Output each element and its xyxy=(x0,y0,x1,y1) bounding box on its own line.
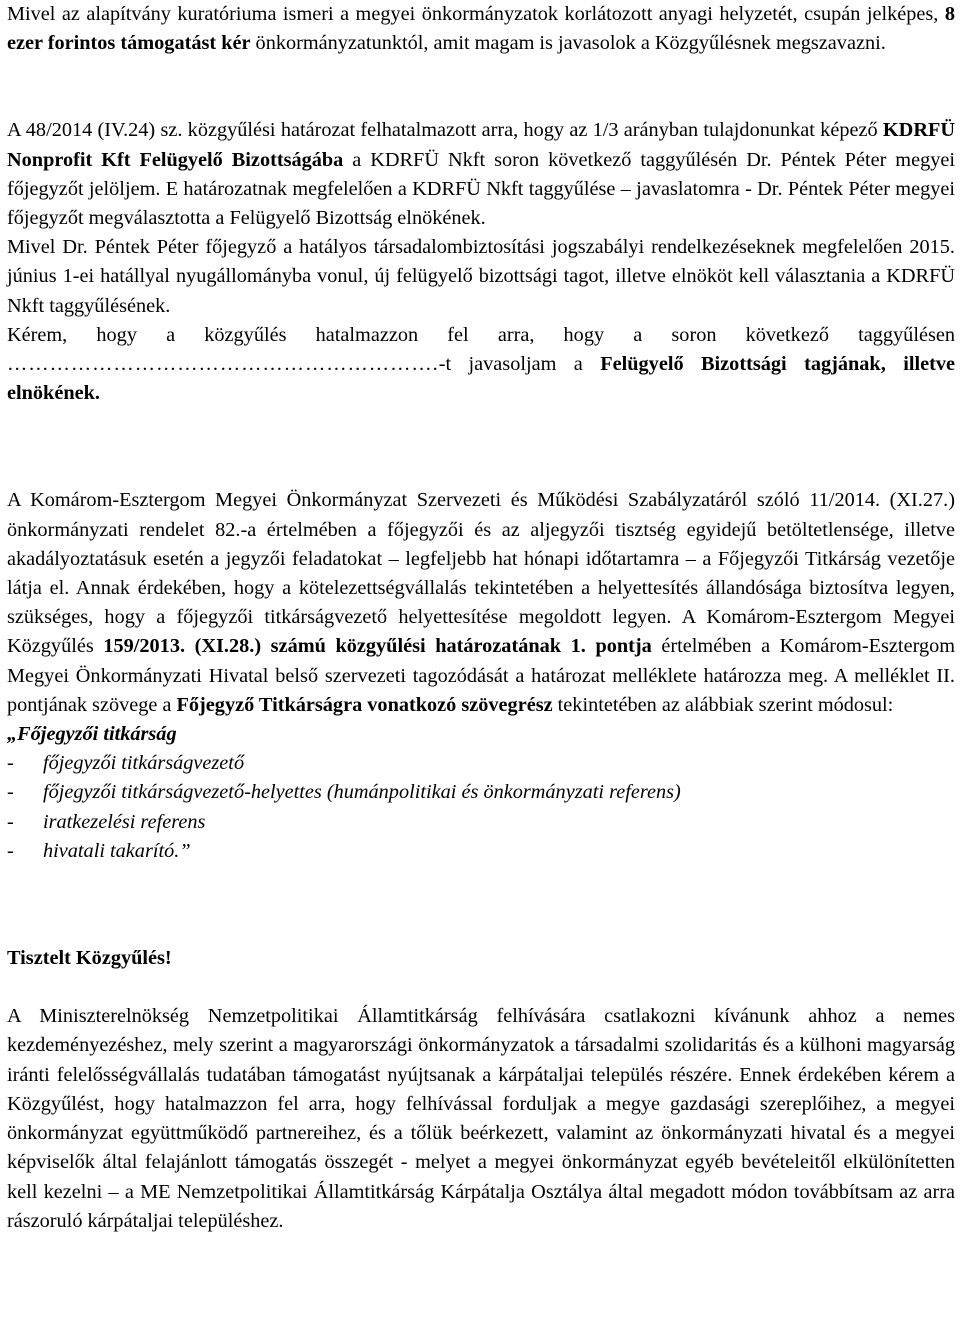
text: Mivel az alapítvány kuratóriuma ismeri a megyei önkormányzatok korlátozott anyagi helyzetét, csupán jelképes, xyxy=(7,3,945,25)
text: A 48/2014 (IV.24) sz. közgyűlési határozat felhatalmazott arra, hogy az 1/3 arányban tulajdonunkat képező xyxy=(7,119,883,142)
spacer xyxy=(7,58,955,116)
list-item xyxy=(7,837,955,866)
text: -a értelmében a főjegyzői és az aljegyzői tisztség egyidejű betöltetlensége, illetve akadályoztatásuk esetén a jegyzői feladatokat – legfeljebb hat hónapi időtartamra – a Főjegyzői Titkárság vezetője látja el. Annak érdekében, hogy a kötelezettségvállalás tekintetében a helyettesítés állandósága biztosítva legyen, szükséges, hogy a főjegyzői titkárságvezető helyettesítése megoldott legyen. A Komárom-Esztergom Megyei Közgyűlés xyxy=(7,518,955,658)
list-dash: - xyxy=(7,810,14,833)
paragraph-resolution xyxy=(7,116,955,233)
bold-italic-text: „Főjegyzői titkárság xyxy=(7,723,177,746)
spacer xyxy=(7,973,955,1002)
list-item-text: főjegyzői titkárságvezető-helyettes (humánpolitikai és önkormányzati referens) xyxy=(43,781,681,804)
list-item xyxy=(7,778,955,807)
bold-text: 159/2013. (XI.28.) számú közgyűlési határozatának 1. pontja xyxy=(103,635,652,658)
text: Kérem, hogy a közgyűlés hatalmazzon fel arra, hogy a soron következő taggyűlésen xyxy=(7,323,955,346)
salutation xyxy=(7,944,955,973)
list-item-text: főjegyzői titkárságvezető xyxy=(43,752,245,775)
list-dash: - xyxy=(7,781,14,804)
paragraph-regulation xyxy=(7,486,955,720)
paragraph-solidarity: A Miniszterelnökség Nemzetpolitikai Államtitkárság felhívására csatlakozni kívánunk ahhoz a nemes kezdeményezéshez, mely szerint a magyarországi önkormányzatok a társadalmi szolidaritás és a külhoni magyarság iránti felelősségvállalás tudatában támogatást nyújtsanak a kárpátaljai település részére. Ennek érdekében kérem a Közgyűlést, hogy hatalmazzon fel arra, hogy felhívással forduljak a megye gazdasági szereplőihez, a megyei önkormányzat együttműködő partnereihez, és a tőlük beérkezett, valamint az önkormányzati hivatal és a megyei képviselők által felajánlott támogatás összegét - melyet a megyei önkormányzat egyéb bevételeitől elkülönítetten kell kezelni – a ME Nemzetpolitikai Államtitkárság Kárpátalja Osztálya által megadott módon továbbítsam az arra rászoruló kárpátaljai településhez. xyxy=(7,1005,955,1232)
paragraph-foundation-support xyxy=(7,0,955,58)
text: a KDRFÜ Nkft soron következő taggyűlésén Dr. Péntek Péter megyei főjegyzőt jelöljem. E határozatnak megfelelően a KDRFÜ Nkft taggyűlése – javaslatomra - Dr. Péntek Péter megyei főjegyzőt megválasztotta a Felügyelő Bizottság elnökének. xyxy=(7,148,956,230)
text: tekintetében az alábbiak szerint módosul: xyxy=(552,693,894,716)
list-item xyxy=(7,808,955,837)
text: önkormányzatunktól, amit magam is javasolok a Közgyűlésnek megszavazni. xyxy=(250,32,886,55)
list-dash: - xyxy=(7,839,14,862)
bold-text: 8 ezer forintos támogatást kér xyxy=(7,3,955,55)
list-item xyxy=(7,749,955,778)
list-item-text: hivatali takarító.” xyxy=(43,839,191,862)
spacer xyxy=(7,408,955,486)
list-item-text: iratkezelési referens xyxy=(43,810,206,833)
bold-text: Tisztelt Közgyűlés! xyxy=(7,947,172,970)
text: -t javasoljam a xyxy=(438,353,601,376)
paragraph-request xyxy=(7,321,955,409)
list-dash: - xyxy=(7,752,14,775)
bold-text: Főjegyző Titkárságra vonatkozó szövegrész xyxy=(176,693,553,716)
staff-list xyxy=(7,749,955,866)
spacer xyxy=(7,866,955,944)
quote-title xyxy=(7,720,955,749)
text: A Komárom-Esztergom Megyei Önkormányzat Szervezeti és Működési Szabályzatáról szóló 11/2014. (XI.27.) önkormányzati rendelet 82. xyxy=(7,489,955,541)
bold-text: KDRFÜ Nonprofit Kft Felügyelő Bizottságába xyxy=(7,119,955,171)
dotted-blank: ……………………………………………………. xyxy=(7,353,439,376)
document-page xyxy=(7,0,955,1236)
paragraph-retirement: Mivel Dr. Péntek Péter főjegyző a hatályos társadalombiztosítási jogszabályi rendelkezéseknek megfelelően 2015. június 1-ei hatállyal nyugállományba vonul, új felügyelő bizottsági tagot, illetve elnököt kell választania a KDRFÜ Nkft taggyűlésének. xyxy=(7,236,955,317)
bold-text: Felügyelő Bizottsági tagjának, illetve elnökének. xyxy=(7,353,955,405)
text: értelmében a Komárom-Esztergom Megyei Önkormányzati Hivatal belső szervezeti tagozódását a határozat melléklete határozza meg. A melléklet II. pontjának szövege a xyxy=(7,635,956,716)
